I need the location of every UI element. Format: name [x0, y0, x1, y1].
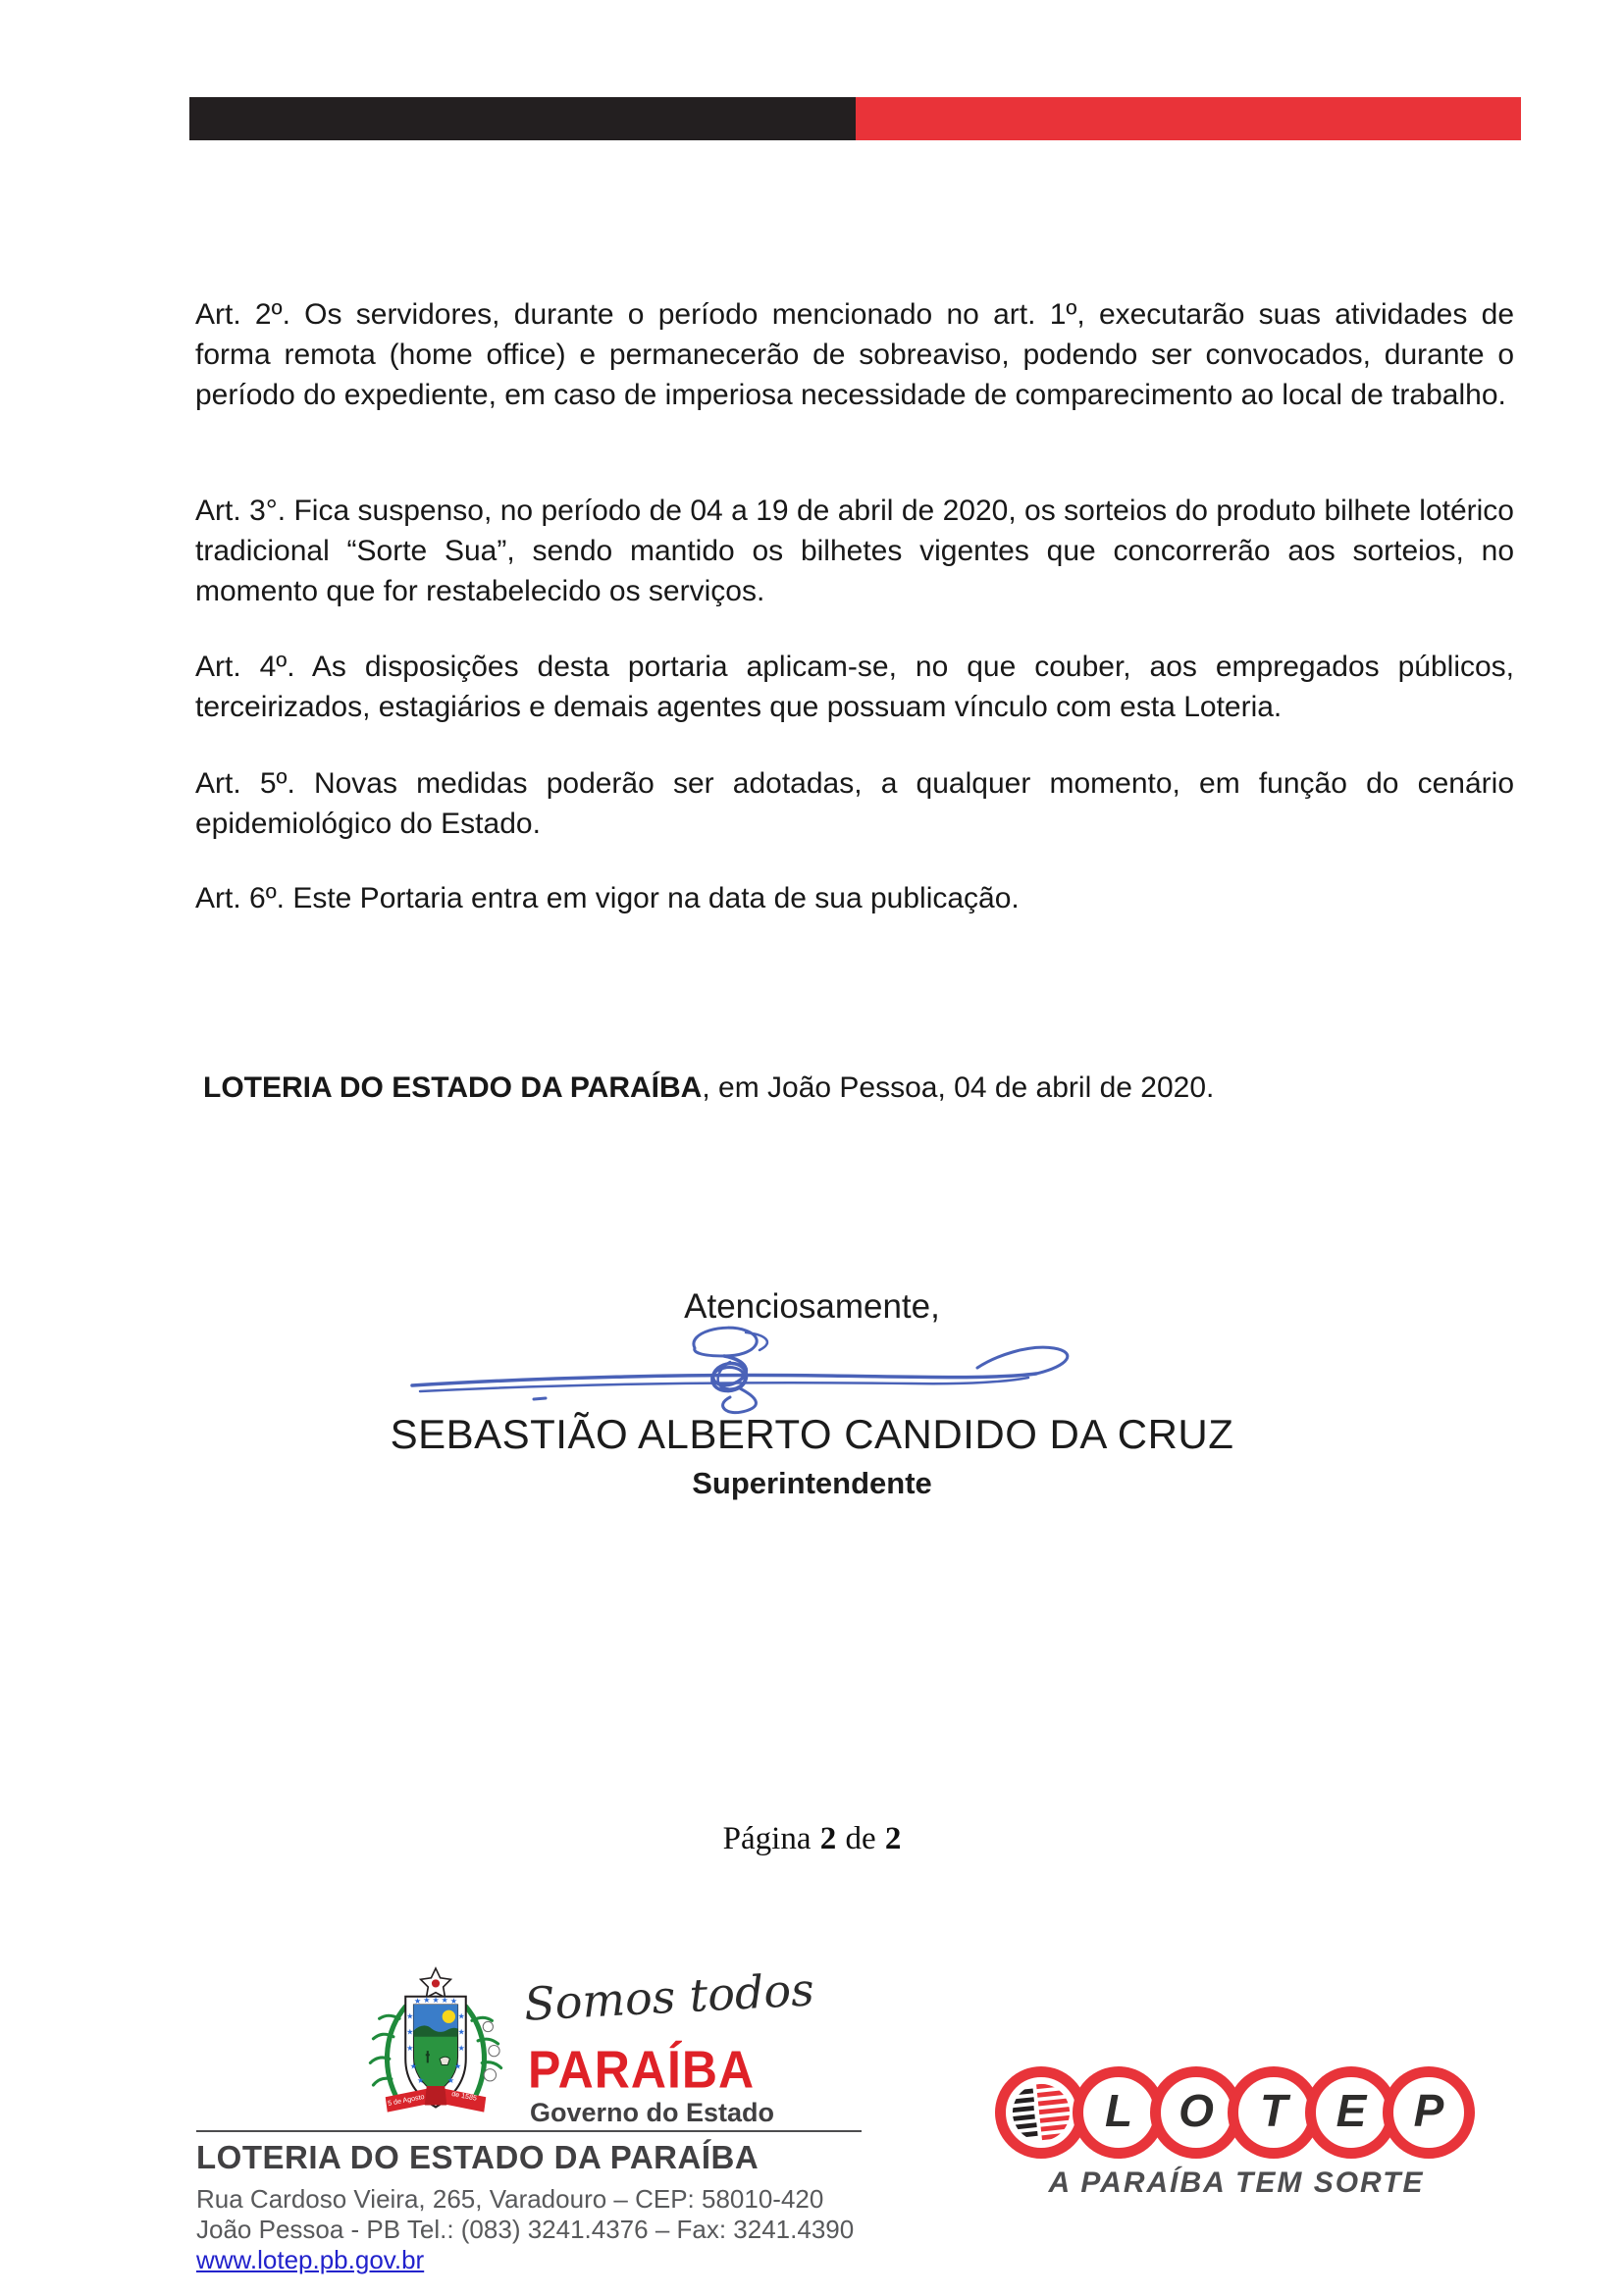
header-bar-red-segment: [856, 97, 1521, 140]
footer-org-title: LOTERIA DO ESTADO DA PARAÍBA: [196, 2139, 760, 2175]
lotep-letter: E: [1336, 2085, 1367, 2136]
total-pages-number: 2: [884, 1821, 902, 1856]
page-word: Página: [722, 1821, 812, 1856]
page-number: [0, 1821, 1624, 1857]
signature-scribble-icon: [400, 1323, 1087, 1425]
lotep-tagline: A PARAÍBA TEM SORTE: [1048, 2166, 1425, 2199]
lotep-striped-ball-icon: [1011, 2082, 1072, 2143]
header-brand-bar: [189, 97, 1521, 140]
article-5-paragraph: Art. 5º. Novas medidas poderão ser adotadas, a qualquer momento, em função do cenário epidemiológico do Estado.: [195, 767, 1514, 840]
article-2-paragraph: Art. 2º. Os servidores, durante o período mencionado no art. 1º, executarão suas atividades de forma remota (home office) e permanecerão de sobreaviso, podendo ser convocados, durante o período do expediente, em caso de imperiosa necessidade de comparecimento ao local de trabalho.: [195, 298, 1514, 411]
svg-text:★: ★: [457, 2010, 465, 2021]
ribbon-right-text: de 1585: [450, 2089, 478, 2103]
svg-text:★: ★: [423, 1994, 431, 2005]
paraiba-coat-of-arms-icon: [363, 1966, 508, 2125]
state-brand-subtitle: Governo do Estado: [530, 2098, 775, 2127]
svg-text:★: ★: [409, 2061, 418, 2071]
lotep-letter-ball: [1383, 2066, 1475, 2159]
of-word: de: [845, 1821, 876, 1856]
svg-text:★: ★: [441, 1994, 448, 2005]
lotep-letter: O: [1179, 2085, 1214, 2136]
handwritten-signature: [400, 1323, 1087, 1425]
footer-address-line2: João Pessoa - PB Tel.: (083) 3241.4376 – Fax: 3241.4390: [196, 2215, 855, 2244]
svg-text:★: ★: [413, 1995, 422, 2006]
article-6-paragraph: Art. 6º. Este Portaria entra em vigor na data de sua publicação.: [195, 882, 1020, 914]
salutation: Atenciosamente,: [684, 1287, 940, 1326]
footer-website-link[interactable]: www.lotep.pb.gov.br: [196, 2245, 425, 2274]
svg-text:★: ★: [457, 2026, 465, 2037]
article-3-paragraph: Art. 3°. Fica suspenso, no período de 04 a 19 de abril de 2020, os sorteios do produto bilhete lotérico tradicional “Sorte Sua”, sendo mantido os bilhetes vigentes que concorrerão aos sorteios, no momento que for restabelecido os serviços.: [195, 495, 1514, 607]
svg-text:★: ★: [406, 2043, 414, 2054]
lotep-letter: L: [1104, 2085, 1133, 2136]
current-page-number: 2: [819, 1821, 837, 1856]
svg-text:★: ★: [457, 2043, 465, 2054]
issuer-name: LOTERIA DO ESTADO DA PARAÍBA: [203, 1071, 703, 1104]
svg-text:★: ★: [406, 2010, 414, 2021]
svg-text:★: ★: [446, 2074, 455, 2085]
svg-text:★: ★: [416, 2074, 425, 2085]
footer-address-line1: Rua Cardoso Vieira, 265, Varadouro – CEP: 58010-420: [196, 2184, 824, 2214]
svg-text:★: ★: [406, 2026, 414, 2037]
lotep-letter: T: [1259, 2085, 1288, 2136]
place-date-text: , em João Pessoa, 04 de abril de 2020.: [702, 1071, 1215, 1104]
place-date-line: [203, 1068, 1522, 1108]
lotep-letter: P: [1413, 2085, 1444, 2136]
signatory-role: Superintendente: [692, 1466, 932, 1500]
footer-divider: [196, 2130, 862, 2132]
signatory-name: SEBASTIÃO ALBERTO CANDIDO DA CRUZ: [390, 1411, 1234, 1457]
svg-text:★: ★: [432, 1994, 440, 2005]
lotep-logo: [995, 2066, 1460, 2159]
svg-text:★: ★: [449, 1995, 458, 2006]
header-bar-black-segment: [189, 97, 856, 140]
state-brand-script: Somos todos: [522, 1962, 815, 2031]
state-brand-name: PARAÍBA: [528, 2040, 756, 2100]
ribbon-left-text: 5 de Agosto: [387, 2092, 426, 2108]
svg-text:★: ★: [453, 2061, 462, 2071]
article-4-paragraph: Art. 4º. As disposições desta portaria aplicam-se, no que couber, aos empregados públicos, terceirizados, estagiários e demais agentes que possuam vínculo com esta Loteria.: [195, 651, 1514, 723]
